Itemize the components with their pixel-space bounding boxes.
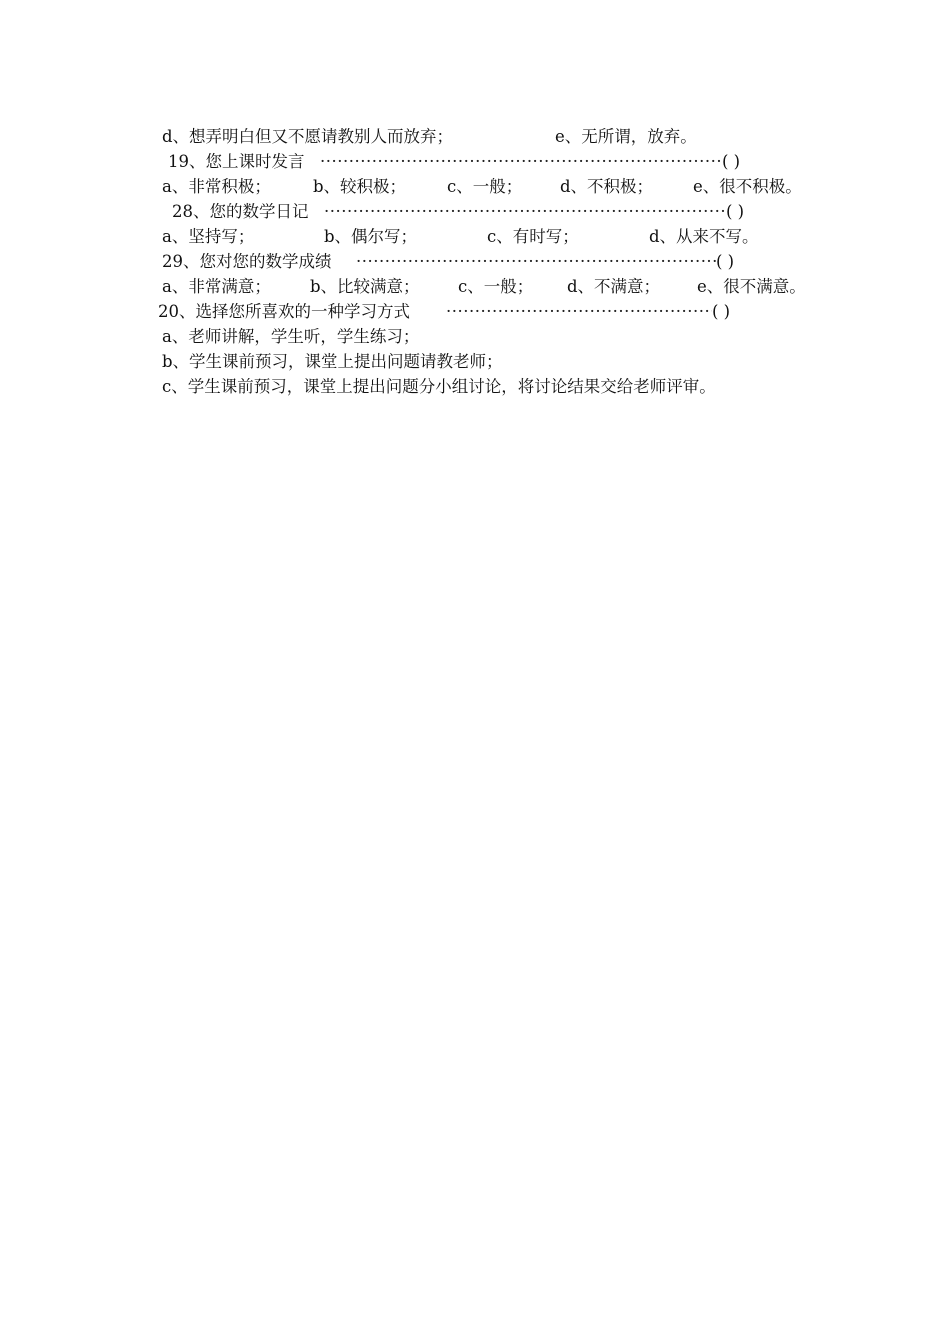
option-b: b、学生课前预习，课堂上提出问题请教老师； [162, 352, 503, 371]
option-e: e、很不积极。 [693, 177, 802, 196]
question-19-text: 19、您上课时发言 [168, 152, 305, 171]
option-b: b、较积极； [313, 177, 407, 196]
dot-leader [320, 150, 722, 174]
option-a: a、坚持写； [162, 227, 255, 246]
answer-bracket: ( ) [722, 152, 741, 171]
option-a: a、非常满意； [162, 277, 271, 296]
dot-leader [356, 250, 716, 274]
option-c: c、学生课前预习，课堂上提出问题分小组讨论，将讨论结果交给老师评审。 [162, 377, 716, 396]
option-c: c、一般； [458, 277, 534, 296]
option-d: d、不满意； [567, 277, 661, 296]
answer-bracket: ( ) [726, 202, 745, 221]
question-28-text: 28、您的数学日记 [172, 202, 309, 221]
option-c: c、一般； [447, 177, 523, 196]
dot-leader [446, 300, 712, 324]
option-b: b、比较满意； [310, 277, 420, 296]
question-20-text: 20、选择您所喜欢的一种学习方式 [158, 302, 410, 321]
option-e: e、无所谓，放弃。 [555, 127, 697, 146]
answer-bracket: ( ) [712, 302, 731, 321]
option-b: b、偶尔写； [324, 227, 418, 246]
option-a: a、老师讲解，学生听，学生练习； [162, 327, 420, 346]
option-d: d、从来不写。 [649, 227, 759, 246]
option-d: d、不积极； [560, 177, 654, 196]
dot-leader [324, 200, 726, 224]
option-c: c、有时写； [487, 227, 579, 246]
answer-bracket: ( ) [716, 252, 735, 271]
option-a: a、非常积极； [162, 177, 271, 196]
option-d: d、想弄明白但又不愿请教别人而放弃； [162, 127, 454, 146]
option-e: e、很不满意。 [697, 277, 806, 296]
question-29-text: 29、您对您的数学成绩 [162, 252, 332, 271]
